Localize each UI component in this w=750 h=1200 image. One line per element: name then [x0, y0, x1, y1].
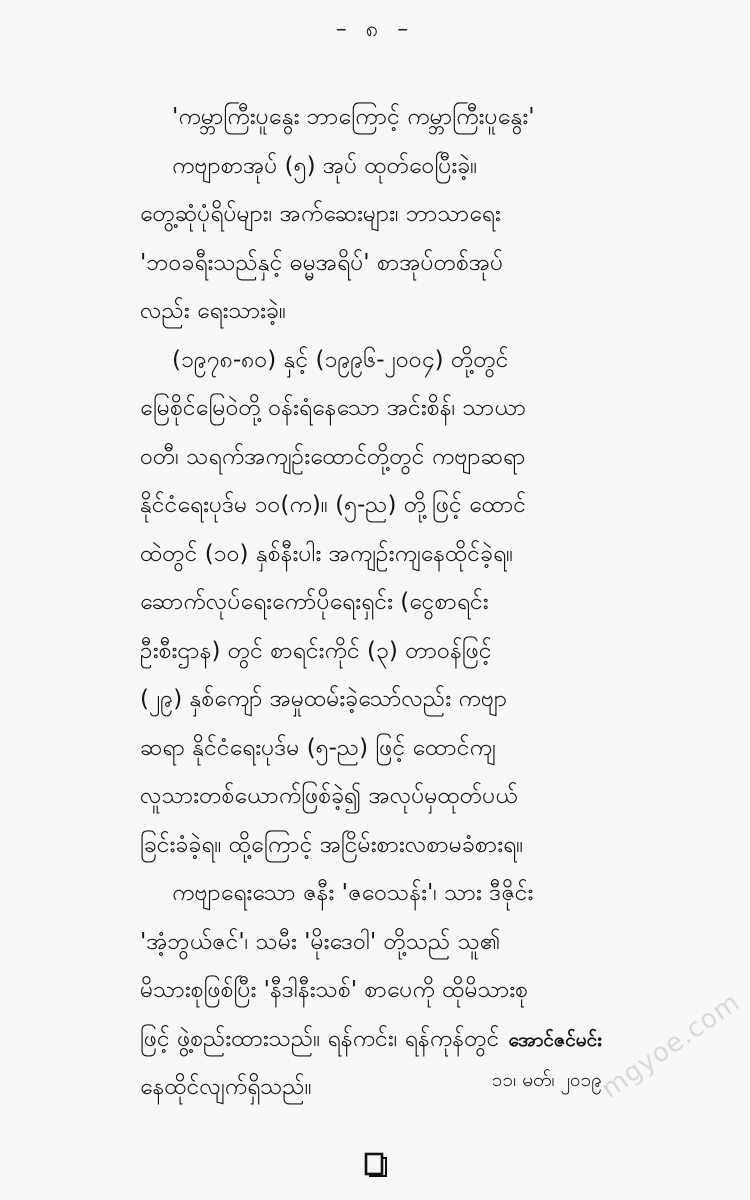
end-mark-icon — [364, 1152, 388, 1178]
text-line: (၂၉) နှစ်ကျော် အမှုထမ်းခဲ့သော်လည်း ကဗျာ — [140, 686, 508, 712]
text-line: လည်း ရေးသားခဲ့။ — [140, 298, 286, 324]
text-line: 'အံ့ဘွယ်ဇင်'၊ သမီး 'မိုးဒေဝါ' တို့သည် သူ၏ — [140, 928, 501, 955]
text-line: နိုင်ငံရေးပုဒ်မ ၁၀(က)။ (၅-ည) တို့ဖြင့် ထောင် — [140, 492, 527, 518]
text-line: (၁၉၇၈-၈၀) နှင့် (၁၉၉၆-၂၀၀၄) တို့တွင် — [172, 346, 509, 373]
signature-date: ၁၁၊ မတ်၊ ၂၀၁၉ — [491, 1069, 602, 1091]
text-line: တွေ့ဆုံပုံရိပ်များ၊ အက်ဆေးများ၊ ဘာသာရေး — [140, 201, 501, 227]
text-line: 'ဘဝခရီးသည်နှင့် ဓမ္မအရိပ်' စာအုပ်တစ်အုပ် — [140, 249, 504, 276]
text-line: ထဲတွင် (၁၀) နှစ်နီးပါး အကျဉ်းကျနေထိုင်ခဲ့ရ။ — [140, 540, 514, 567]
text-line: ဆရာ နိုင်ငံရေးပုဒ်မ (၅-ည) ဖြင့် ထောင်ကျ — [140, 734, 496, 761]
text-line: ဆောက်လုပ်ရေးကော်ပိုရေးရှင်း (ငွေစာရင်း — [140, 589, 489, 615]
body-text — [140, 93, 606, 1112]
author-signature: အောင်ဇင်မင်း — [508, 1029, 602, 1051]
page-number: – ၈ – — [335, 17, 415, 42]
text-line: ဦးစီးဌာန) တွင် စာရင်းကိုင် (၃) တာဝန်ဖြင့် — [140, 637, 492, 664]
text-line: မြေစိုင်မြေဝဲတို့ ဝန်းရံနေသော အင်းစိန်၊ သာယာ — [140, 395, 527, 421]
text-line: ကဗျာစာအုပ် (၅) အုပ် ထုတ်ဝေပြီးခဲ့။ — [172, 152, 478, 179]
text-line: လူသားတစ်ယောက်ဖြစ်ခဲ့၍ အလုပ်မှထုတ်ပယ် — [140, 783, 518, 809]
text-line: 'ကမ္ဘာကြီးပူနွေး ဘာကြောင့် ကမ္ဘာကြီးပူနွေး' — [172, 104, 535, 130]
text-line: ကဗျာရေးသော ဇနီး 'ဇဝေသန်း'၊ သား ဒီဇိုင်း — [172, 880, 534, 906]
text-line: ဖြင့် ဖွဲ့စည်းထားသည်။ ရန်ကင်း၊ ရန်ကုန်တွင် — [140, 1025, 500, 1052]
text-line: မိသားစုဖြစ်ပြီး 'နီဒါနီးသစ်' စာပေကို ထိုမိသားစု — [140, 977, 529, 1003]
text-line: ဝတီ၊ သရက်အကျဉ်းထောင်တို့တွင် ကဗျာဆရာ — [140, 443, 526, 470]
watermark: mgyoe.com — [596, 987, 746, 1105]
text-line: ခြင်းခံခဲ့ရ။ ထို့ကြောင့် အငြိမ်းစားလစာမခံစားရ။ — [140, 831, 524, 858]
text-line: နေထိုင်လျက်ရှိသည်။ — [140, 1074, 312, 1100]
